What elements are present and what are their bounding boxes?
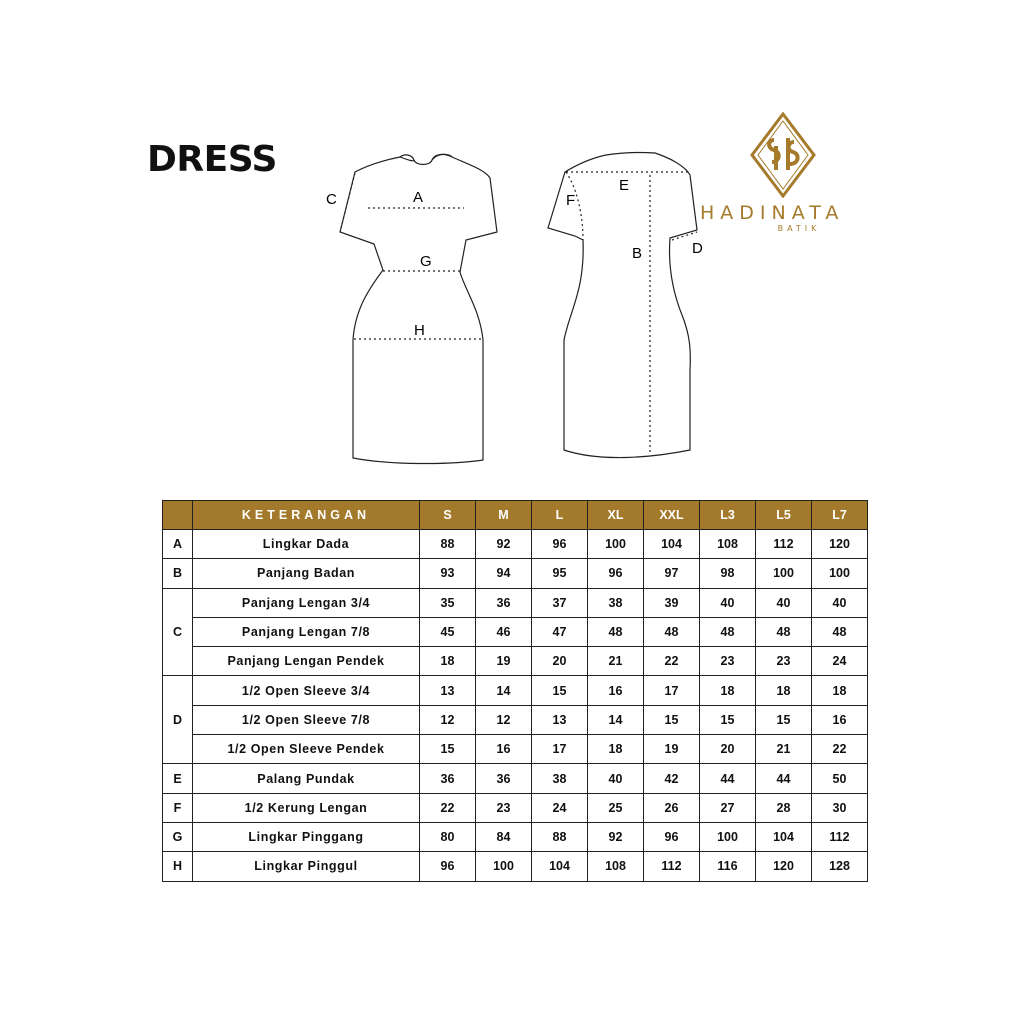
size-value: 24 — [532, 793, 588, 822]
header-keterangan: KETERANGAN — [193, 501, 420, 530]
size-value: 112 — [756, 530, 812, 559]
size-value: 48 — [812, 617, 868, 646]
dress-diagram — [0, 0, 1024, 490]
size-value: 97 — [644, 559, 700, 588]
row-code: H — [163, 852, 193, 881]
row-code: B — [163, 559, 193, 588]
size-value: 37 — [532, 588, 588, 617]
size-value: 14 — [588, 705, 644, 734]
size-value: 128 — [812, 852, 868, 881]
label-e: E — [619, 177, 630, 194]
row-code: A — [163, 530, 193, 559]
size-value: 96 — [644, 822, 700, 851]
size-value: 18 — [756, 676, 812, 705]
table-row — [163, 647, 868, 676]
size-value: 15 — [420, 735, 476, 764]
size-value: 93 — [420, 559, 476, 588]
header-size-l: L — [532, 501, 588, 530]
size-value: 100 — [588, 530, 644, 559]
size-value: 22 — [644, 647, 700, 676]
row-description: Palang Pundak — [193, 764, 420, 793]
size-value: 47 — [532, 617, 588, 646]
size-value: 39 — [644, 588, 700, 617]
table-row — [163, 852, 868, 881]
size-value: 36 — [420, 764, 476, 793]
table-row — [163, 705, 868, 734]
size-value: 120 — [756, 852, 812, 881]
size-value: 48 — [700, 617, 756, 646]
size-value: 45 — [420, 617, 476, 646]
size-value: 40 — [812, 588, 868, 617]
size-value: 80 — [420, 822, 476, 851]
label-h: H — [414, 322, 425, 339]
size-value: 92 — [588, 822, 644, 851]
row-description: Lingkar Dada — [193, 530, 420, 559]
size-value: 30 — [812, 793, 868, 822]
size-value: 16 — [476, 735, 532, 764]
size-value: 19 — [644, 735, 700, 764]
row-description: Lingkar Pinggul — [193, 852, 420, 881]
size-value: 104 — [532, 852, 588, 881]
size-value: 112 — [644, 852, 700, 881]
table-row — [163, 793, 868, 822]
size-value: 18 — [588, 735, 644, 764]
size-value: 17 — [532, 735, 588, 764]
size-value: 13 — [532, 705, 588, 734]
size-value: 23 — [700, 647, 756, 676]
size-value: 12 — [476, 705, 532, 734]
row-description: 1/2 Kerung Lengan — [193, 793, 420, 822]
header-code — [163, 501, 193, 530]
size-value: 26 — [644, 793, 700, 822]
size-value: 17 — [644, 676, 700, 705]
size-value: 44 — [700, 764, 756, 793]
size-value: 16 — [812, 705, 868, 734]
size-value: 19 — [476, 647, 532, 676]
size-value: 98 — [700, 559, 756, 588]
size-value: 16 — [588, 676, 644, 705]
size-value: 23 — [476, 793, 532, 822]
size-value: 108 — [700, 530, 756, 559]
table-row — [163, 822, 868, 851]
table-row — [163, 559, 868, 588]
label-f: F — [566, 192, 576, 209]
size-value: 18 — [700, 676, 756, 705]
size-value: 100 — [700, 822, 756, 851]
size-value: 96 — [532, 530, 588, 559]
size-value: 40 — [756, 588, 812, 617]
row-description: 1/2 Open Sleeve 3/4 — [193, 676, 420, 705]
row-code: F — [163, 793, 193, 822]
table-row — [163, 530, 868, 559]
row-description: Lingkar Pinggang — [193, 822, 420, 851]
header-size-xxl: XXL — [644, 501, 700, 530]
size-value: 100 — [756, 559, 812, 588]
size-value: 25 — [588, 793, 644, 822]
size-value: 112 — [812, 822, 868, 851]
size-value: 38 — [532, 764, 588, 793]
size-value: 94 — [476, 559, 532, 588]
size-value: 44 — [756, 764, 812, 793]
size-value: 20 — [700, 735, 756, 764]
size-value: 92 — [476, 530, 532, 559]
size-value: 48 — [756, 617, 812, 646]
size-value: 88 — [420, 530, 476, 559]
size-value: 104 — [644, 530, 700, 559]
table-header-row — [163, 501, 868, 530]
size-value: 12 — [420, 705, 476, 734]
header-size-l7: L7 — [812, 501, 868, 530]
size-value: 108 — [588, 852, 644, 881]
page-title: DRESS — [147, 139, 277, 180]
row-description: Panjang Lengan 3/4 — [193, 588, 420, 617]
size-value: 18 — [812, 676, 868, 705]
size-value: 15 — [756, 705, 812, 734]
size-value: 35 — [420, 588, 476, 617]
size-value: 104 — [756, 822, 812, 851]
header-size-m: M — [476, 501, 532, 530]
size-value: 22 — [812, 735, 868, 764]
size-value: 20 — [532, 647, 588, 676]
size-value: 15 — [532, 676, 588, 705]
size-value: 27 — [700, 793, 756, 822]
row-description: Panjang Lengan Pendek — [193, 647, 420, 676]
size-value: 46 — [476, 617, 532, 646]
size-value: 42 — [644, 764, 700, 793]
label-d: D — [692, 240, 703, 257]
size-value: 36 — [476, 764, 532, 793]
brand-name: HADINATA — [700, 202, 845, 224]
row-description: Panjang Lengan 7/8 — [193, 617, 420, 646]
size-chart-table — [162, 500, 868, 882]
header-size-s: S — [420, 501, 476, 530]
size-value: 50 — [812, 764, 868, 793]
size-value: 40 — [700, 588, 756, 617]
row-description: 1/2 Open Sleeve 7/8 — [193, 705, 420, 734]
size-value: 28 — [756, 793, 812, 822]
size-value: 15 — [700, 705, 756, 734]
size-value: 24 — [812, 647, 868, 676]
size-value: 95 — [532, 559, 588, 588]
brand-subtitle: BATIK — [777, 224, 821, 233]
size-value: 21 — [588, 647, 644, 676]
header-size-xl: XL — [588, 501, 644, 530]
header-size-l3: L3 — [700, 501, 756, 530]
size-value: 38 — [588, 588, 644, 617]
size-value: 48 — [644, 617, 700, 646]
size-value: 40 — [588, 764, 644, 793]
size-value: 21 — [756, 735, 812, 764]
table-row — [163, 588, 868, 617]
size-value: 100 — [476, 852, 532, 881]
row-code: D — [163, 676, 193, 764]
header-size-l5: L5 — [756, 501, 812, 530]
hs-monogram-diamond-icon — [750, 112, 816, 198]
row-description: Panjang Badan — [193, 559, 420, 588]
size-value: 14 — [476, 676, 532, 705]
size-value: 15 — [644, 705, 700, 734]
table-row — [163, 764, 868, 793]
size-value: 96 — [420, 852, 476, 881]
row-code: G — [163, 822, 193, 851]
label-a: A — [413, 189, 424, 206]
row-code: C — [163, 588, 193, 676]
row-description: 1/2 Open Sleeve Pendek — [193, 735, 420, 764]
table-row — [163, 676, 868, 705]
label-g: G — [420, 253, 432, 270]
row-code: E — [163, 764, 193, 793]
size-value: 22 — [420, 793, 476, 822]
brand-logo — [700, 110, 870, 240]
label-b: B — [632, 245, 643, 262]
size-value: 18 — [420, 647, 476, 676]
size-value: 84 — [476, 822, 532, 851]
size-value: 100 — [812, 559, 868, 588]
size-value: 23 — [756, 647, 812, 676]
table-row — [163, 617, 868, 646]
size-value: 48 — [588, 617, 644, 646]
size-value: 36 — [476, 588, 532, 617]
size-value: 120 — [812, 530, 868, 559]
size-value: 96 — [588, 559, 644, 588]
table-row — [163, 735, 868, 764]
size-value: 116 — [700, 852, 756, 881]
label-c: C — [326, 191, 337, 208]
size-value: 88 — [532, 822, 588, 851]
size-value: 13 — [420, 676, 476, 705]
